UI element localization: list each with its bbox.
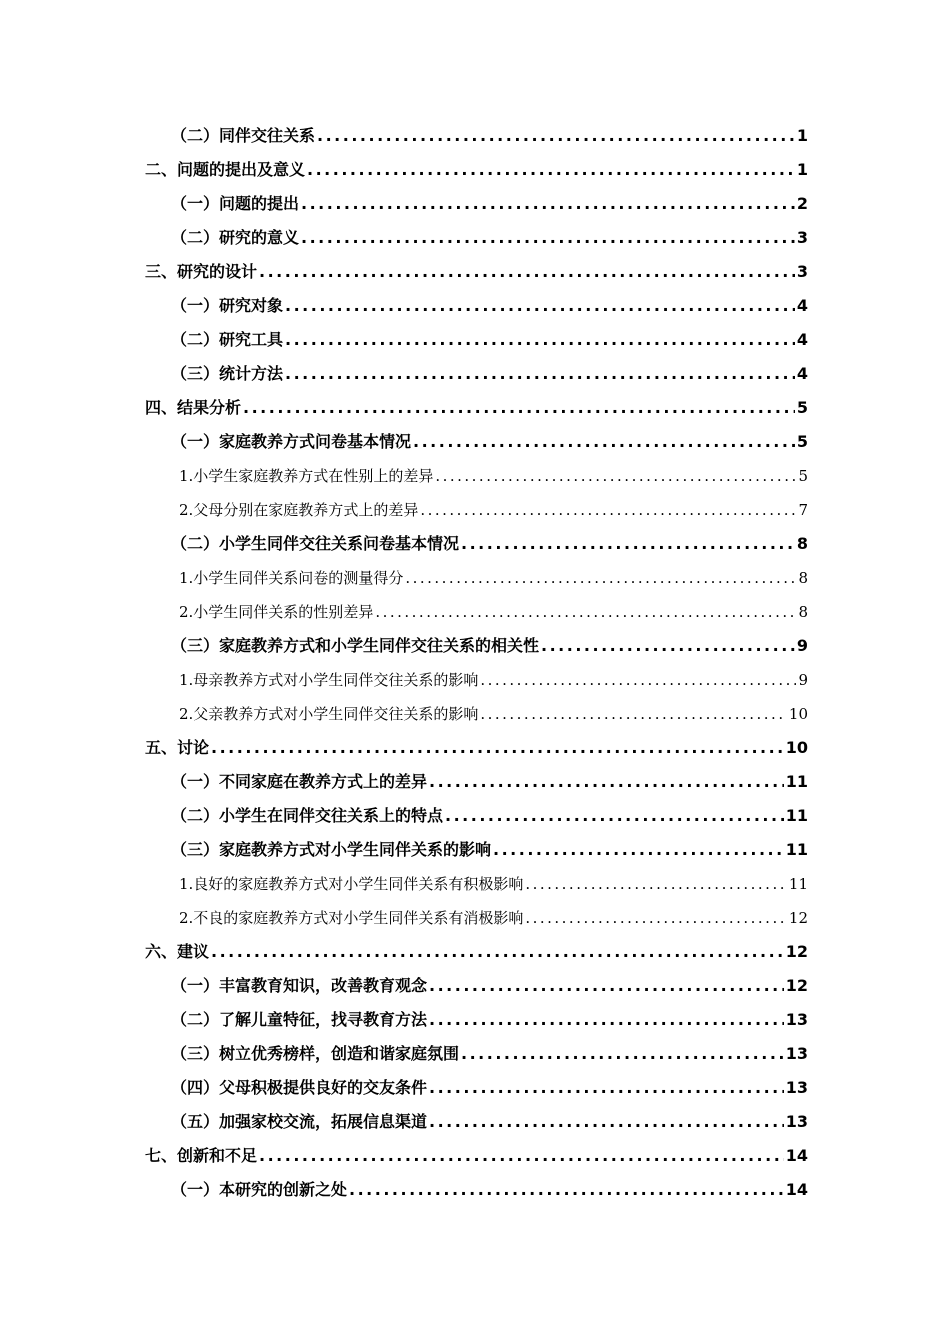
toc-entry-page-number: 4	[796, 330, 808, 349]
toc-leader-dots	[411, 425, 795, 459]
toc-entry[interactable]	[145, 527, 808, 561]
toc-entry-title: （三）家庭教养方式对小学生同伴关系的影响	[171, 840, 492, 859]
toc-leader-dots	[305, 153, 795, 187]
toc-leader-dots	[491, 833, 784, 867]
toc-entry-title: （三）家庭教养方式和小学生同伴交往关系的相关性	[171, 636, 540, 655]
toc-leader-dots	[478, 663, 796, 697]
toc-leader-dots	[443, 799, 784, 833]
toc-entry-page-number: 11	[788, 875, 808, 893]
toc-entry[interactable]	[145, 799, 808, 833]
toc-entry[interactable]	[145, 731, 808, 765]
toc-entry-page-number: 11	[785, 772, 808, 791]
toc-leader-dots	[433, 459, 796, 493]
toc-entry-title: （一）家庭教养方式问卷基本情况	[171, 432, 412, 451]
toc-leader-dots	[427, 1071, 784, 1105]
toc-entry-title: 1.小学生家庭教养方式在性别上的差异	[179, 467, 434, 485]
toc-entry[interactable]	[145, 1071, 808, 1105]
toc-entry-page-number: 1	[796, 126, 808, 145]
toc-entry[interactable]	[145, 1173, 808, 1207]
toc-entry-title: （一）丰富教育知识，改善教育观念	[171, 976, 428, 995]
toc-entry[interactable]	[145, 1139, 808, 1173]
toc-leader-dots	[459, 1037, 784, 1071]
toc-entry[interactable]	[145, 459, 808, 493]
toc-entry-title: （四）父母积极提供良好的交友条件	[171, 1078, 428, 1097]
toc-entry-title: （二）研究的意义	[171, 228, 300, 247]
toc-entry-page-number: 4	[796, 364, 808, 383]
toc-leader-dots	[478, 697, 787, 731]
toc-entry[interactable]	[145, 153, 808, 187]
toc-entry-page-number: 12	[788, 909, 808, 927]
toc-entry[interactable]	[145, 663, 808, 697]
toc-entry-title: 1.小学生同伴关系问卷的测量得分	[179, 569, 404, 587]
toc-entry[interactable]	[145, 935, 808, 969]
toc-entry-title: 二、问题的提出及意义	[145, 160, 306, 179]
toc-entry[interactable]	[145, 867, 808, 901]
toc-entry-page-number: 5	[798, 467, 808, 485]
toc-entry-page-number: 2	[796, 194, 808, 213]
toc-entry-page-number: 13	[785, 1044, 808, 1063]
toc-entry-page-number: 9	[798, 671, 808, 689]
toc-entry-title: 1.良好的家庭教养方式对小学生同伴关系有积极影响	[179, 875, 524, 893]
toc-leader-dots	[403, 561, 796, 595]
toc-entry[interactable]	[145, 1003, 808, 1037]
toc-leader-dots	[283, 289, 795, 323]
toc-entry-page-number: 12	[785, 942, 808, 961]
toc-entry-title: 六、建议	[145, 942, 210, 961]
toc-leader-dots	[299, 221, 795, 255]
toc-leader-dots	[373, 595, 796, 629]
toc-entry-page-number: 10	[788, 705, 808, 723]
toc-leader-dots	[418, 493, 796, 527]
toc-leader-dots	[459, 527, 795, 561]
toc-leader-dots	[209, 935, 784, 969]
toc-entry[interactable]	[145, 697, 808, 731]
toc-leader-dots	[347, 1173, 784, 1207]
toc-leader-dots	[427, 1105, 784, 1139]
toc-entry[interactable]	[145, 425, 808, 459]
toc-entry-page-number: 14	[785, 1180, 808, 1199]
toc-entry-title: （三）统计方法	[171, 364, 284, 383]
toc-entry[interactable]	[145, 221, 808, 255]
toc-entry-page-number: 13	[785, 1010, 808, 1029]
toc-entry[interactable]	[145, 833, 808, 867]
toc-entry[interactable]	[145, 187, 808, 221]
toc-entry-title: （二）小学生在同伴交往关系上的特点	[171, 806, 444, 825]
toc-leader-dots	[299, 187, 795, 221]
toc-entry-title: （一）研究对象	[171, 296, 284, 315]
toc-leader-dots	[427, 969, 784, 1003]
toc-leader-dots	[427, 765, 784, 799]
toc-leader-dots	[427, 1003, 784, 1037]
toc-entry-title: （一）本研究的创新之处	[171, 1180, 348, 1199]
toc-leader-dots	[209, 731, 784, 765]
toc-entry-title: （五）加强家校交流，拓展信息渠道	[171, 1112, 428, 1131]
table-of-contents	[145, 119, 808, 1207]
toc-entry[interactable]	[145, 255, 808, 289]
toc-entry-title: （二）了解儿童特征，找寻教育方法	[171, 1010, 428, 1029]
toc-entry-title: （一）问题的提出	[171, 194, 300, 213]
toc-entry-page-number: 13	[785, 1078, 808, 1097]
toc-leader-dots	[283, 357, 795, 391]
toc-entry-page-number: 11	[785, 806, 808, 825]
toc-entry-page-number: 3	[796, 262, 808, 281]
toc-entry[interactable]	[145, 323, 808, 357]
toc-entry-title: （三）树立优秀榜样，创造和谐家庭氛围	[171, 1044, 460, 1063]
toc-entry[interactable]	[145, 391, 808, 425]
toc-entry-title: 2.小学生同伴关系的性别差异	[179, 603, 374, 621]
toc-entry[interactable]	[145, 1105, 808, 1139]
toc-entry-page-number: 11	[785, 840, 808, 859]
toc-entry-title: 七、创新和不足	[145, 1146, 258, 1165]
toc-entry[interactable]	[145, 765, 808, 799]
toc-entry-page-number: 9	[796, 636, 808, 655]
toc-entry[interactable]	[145, 493, 808, 527]
toc-entry-title: （一）不同家庭在教养方式上的差异	[171, 772, 428, 791]
toc-entry[interactable]	[145, 901, 808, 935]
toc-entry[interactable]	[145, 1037, 808, 1071]
toc-entry-page-number: 1	[796, 160, 808, 179]
toc-entry-page-number: 8	[798, 569, 808, 587]
toc-entry[interactable]	[145, 595, 808, 629]
toc-leader-dots	[283, 323, 795, 357]
toc-entry-title: 2.父母分别在家庭教养方式上的差异	[179, 501, 419, 519]
toc-entry-page-number: 5	[796, 432, 808, 451]
toc-entry-page-number: 7	[798, 501, 808, 519]
toc-entry-title: （二）同伴交往关系	[171, 126, 316, 145]
toc-entry-title: 三、研究的设计	[145, 262, 258, 281]
toc-entry[interactable]	[145, 357, 808, 391]
toc-entry-page-number: 4	[796, 296, 808, 315]
toc-entry-title: 四、结果分析	[145, 398, 242, 417]
toc-entry-page-number: 5	[796, 398, 808, 417]
toc-entry[interactable]	[145, 119, 808, 153]
toc-leader-dots	[241, 391, 795, 425]
toc-entry-page-number: 8	[796, 534, 808, 553]
toc-entry-page-number: 12	[785, 976, 808, 995]
toc-entry[interactable]	[145, 969, 808, 1003]
toc-entry-page-number: 10	[785, 738, 808, 757]
toc-entry-title: 2.父亲教养方式对小学生同伴交往关系的影响	[179, 705, 479, 723]
toc-entry-title: （二）小学生同伴交往关系问卷基本情况	[171, 534, 460, 553]
toc-entry-page-number: 3	[796, 228, 808, 247]
toc-entry-page-number: 13	[785, 1112, 808, 1131]
toc-entry[interactable]	[145, 289, 808, 323]
toc-leader-dots	[257, 1139, 784, 1173]
toc-entry-page-number: 8	[798, 603, 808, 621]
toc-entry-title: 2.不良的家庭教养方式对小学生同伴关系有消极影响	[179, 909, 524, 927]
toc-leader-dots	[523, 901, 787, 935]
toc-leader-dots	[523, 867, 787, 901]
toc-leader-dots	[257, 255, 795, 289]
toc-entry[interactable]	[145, 561, 808, 595]
toc-entry-title: （二）研究工具	[171, 330, 284, 349]
toc-entry[interactable]	[145, 629, 808, 663]
toc-entry-title: 五、讨论	[145, 738, 210, 757]
toc-entry-page-number: 14	[785, 1146, 808, 1165]
toc-entry-title: 1.母亲教养方式对小学生同伴交往关系的影响	[179, 671, 479, 689]
toc-leader-dots	[315, 119, 795, 153]
toc-leader-dots	[539, 629, 795, 663]
